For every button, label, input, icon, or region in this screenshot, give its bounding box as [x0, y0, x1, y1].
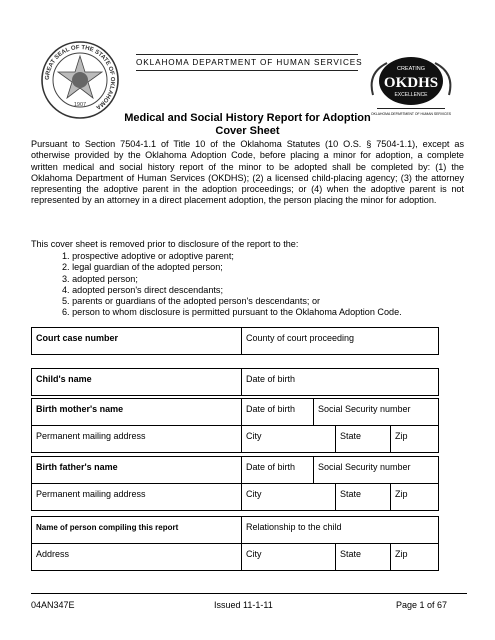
state-seal — [40, 40, 120, 120]
compiler-zip-field[interactable]: Zip — [390, 544, 438, 570]
agency-name: OKLAHOMA DEPARTMENT OF HUMAN SERVICES — [136, 58, 363, 67]
birth-father-dob-field[interactable]: Date of birth — [241, 457, 313, 483]
child-dob-field[interactable]: Date of birth — [241, 369, 438, 395]
list-item: 4. adopted person's direct descendants; — [62, 284, 223, 295]
compiler-name-field[interactable]: Name of person compiling this report — [36, 523, 179, 532]
child-name-field[interactable]: Child's name — [36, 374, 92, 384]
birth-mother-state-field[interactable]: State — [335, 426, 390, 452]
report-title: Medical and Social History Report for Adoption — [124, 112, 371, 124]
birth-mother-ssn-field[interactable]: Social Security number — [313, 399, 438, 425]
birth-mother-section — [31, 398, 439, 453]
compiler-state-field[interactable]: State — [335, 544, 390, 570]
birth-father-section — [31, 456, 439, 511]
compiler-city-field[interactable]: City — [241, 544, 335, 570]
svg-text:GREAT SEAL OF THE STATE OF OKL: GREAT SEAL OF THE STATE OF OKLAHOMA — [44, 44, 116, 111]
birth-mother-city-field[interactable]: City — [241, 426, 335, 452]
list-item: 5. parents or guardians of the adopted person's descendants; or — [62, 296, 321, 307]
court-case-number-field[interactable]: Court case number — [36, 333, 119, 343]
child-section — [31, 368, 439, 396]
disclosure-list — [62, 251, 402, 319]
birth-mother-address-field[interactable]: Permanent mailing address — [36, 431, 146, 441]
compiler-address-field[interactable]: Address — [36, 549, 70, 559]
disclosure-intro: This cover sheet is removed prior to disclosure of the report to the: — [31, 239, 299, 249]
birth-mother-zip-field[interactable]: Zip — [390, 426, 438, 452]
county-of-court-field[interactable]: County of court proceeding — [241, 328, 438, 354]
svg-text:EXCELLENCE: EXCELLENCE — [394, 92, 428, 98]
issued-date: Issued 11-1-11 — [214, 600, 273, 610]
compiler-section — [31, 516, 439, 571]
intro-paragraph: Pursuant to Section 7504-1.1 of Title 10 of the Oklahoma Statutes (10 O.S. § 7504-1.1), except as otherwise provided by the Oklahoma Adoption Code, before placing a minor for adoption, a complete written medical and social history report of the minor to be adopted shall be completed by: (1) the Oklahoma Department of Human Services (OKDHS); (2) a licensed child-placing agency; (3) the attorney representing the adoptive parent in the adoption proceedings; or (4) when the adoptive parent is not represented by an attorney in a direct placement adoption, the person placing the minor for adoption. — [31, 139, 464, 206]
birth-father-zip-field[interactable]: Zip — [390, 484, 438, 510]
page-number: Page 1 of 67 — [396, 600, 448, 610]
footer-divider — [31, 593, 467, 594]
court-case-section — [31, 327, 439, 355]
list-item: 2. legal guardian of the adopted person; — [62, 262, 223, 273]
birth-mother-dob-field[interactable]: Date of birth — [241, 399, 313, 425]
svg-text:1907: 1907 — [73, 102, 87, 108]
birth-mother-name-field[interactable]: Birth mother's name — [36, 404, 124, 414]
list-item: 6. person to whom disclosure is permitted pursuant to the Oklahoma Adoption Code. — [62, 307, 402, 318]
okdhs-logo — [365, 55, 457, 117]
svg-text:OKDHS: OKDHS — [383, 75, 439, 91]
svg-text:CREATING: CREATING — [396, 66, 426, 72]
agency-header — [136, 54, 363, 71]
list-item: 1. prospective adoptive or adoptive parent; — [62, 251, 234, 261]
birth-father-address-field[interactable]: Permanent mailing address — [36, 489, 146, 499]
birth-father-state-field[interactable]: State — [335, 484, 390, 510]
relationship-field[interactable]: Relationship to the child — [241, 517, 438, 543]
form-number: 04AN347E — [31, 600, 75, 610]
birth-father-ssn-field[interactable]: Social Security number — [313, 457, 438, 483]
list-item: 3. adopted person; — [62, 273, 138, 284]
report-subtitle: Cover Sheet — [215, 125, 280, 137]
birth-father-name-field[interactable]: Birth father's name — [36, 462, 118, 472]
birth-father-city-field[interactable]: City — [241, 484, 335, 510]
svg-text:OKLAHOMA DEPARTMENT OF HUMAN S: OKLAHOMA DEPARTMENT OF HUMAN SERVICES — [370, 112, 452, 116]
